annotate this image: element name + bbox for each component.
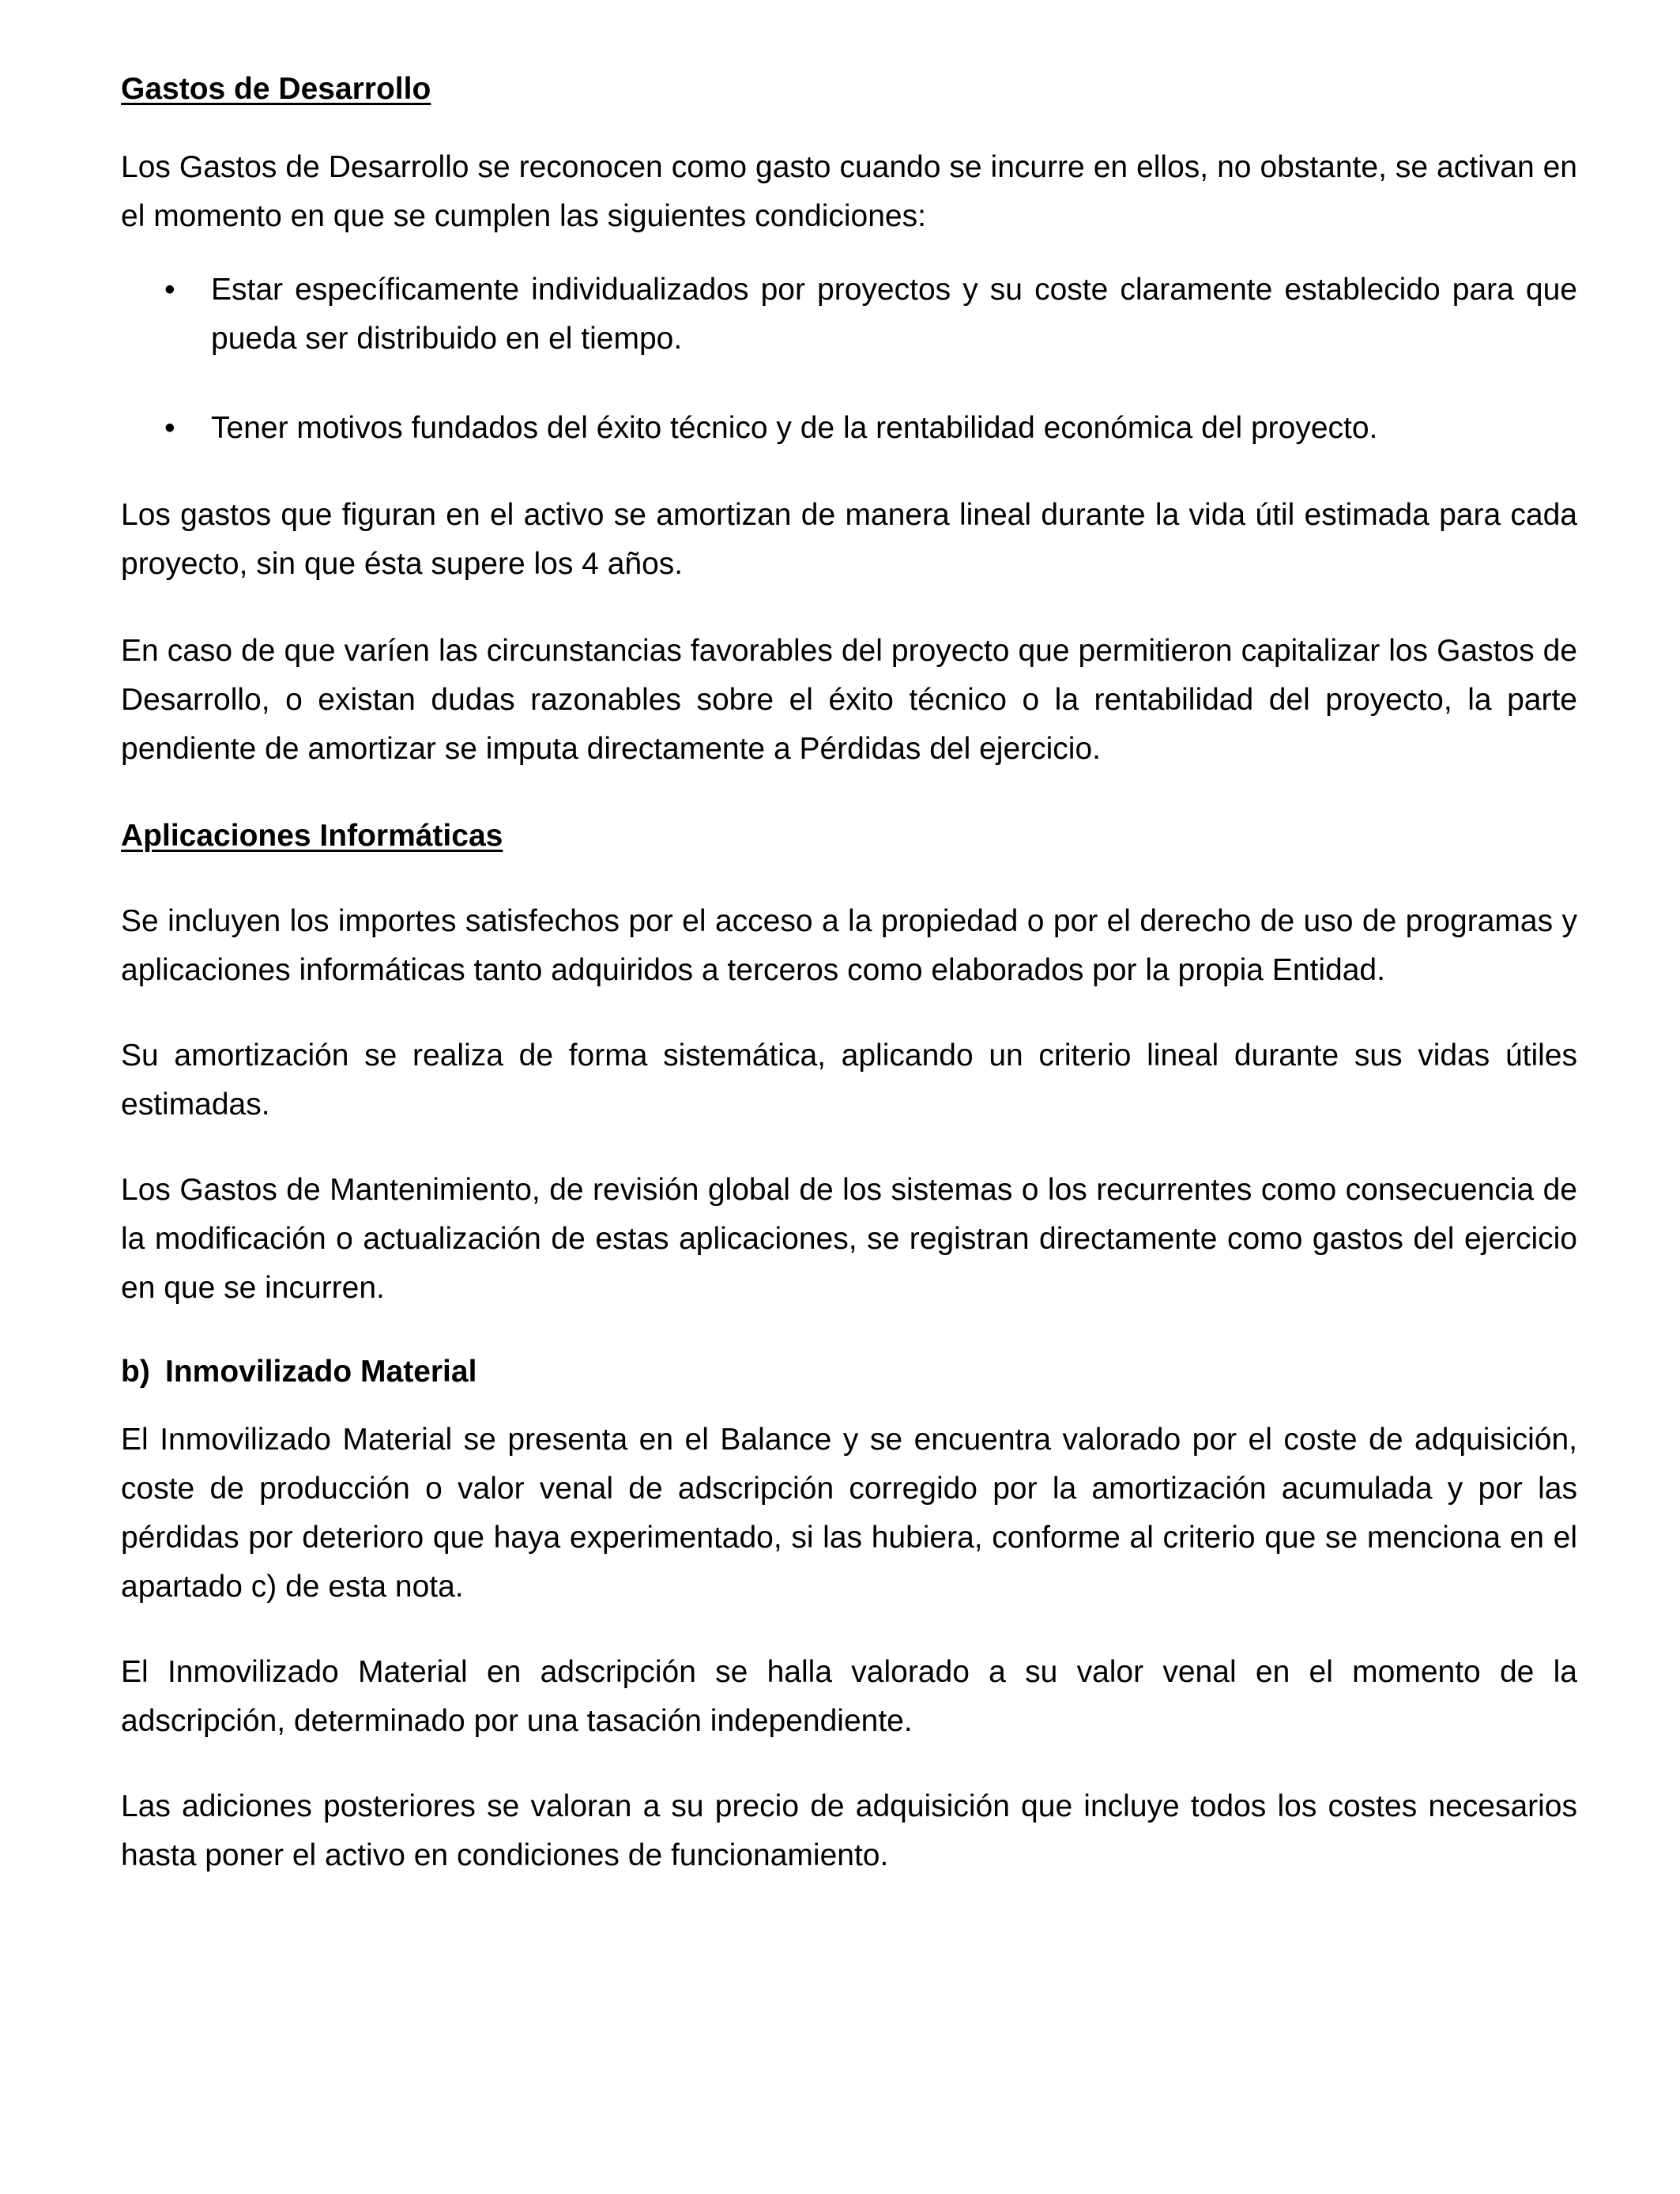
bullet-icon: • [164, 273, 175, 307]
paragraph-gastos-desarrollo-amortizacion: Los gastos que figuran en el activo se amortizan de manera lineal durante la vida útil estimada para cada proyecto, sin que ésta supere los 4 años. [121, 498, 1577, 581]
section-title: Inmovilizado Material [165, 1355, 477, 1389]
paragraph-aplicaciones-amortizacion: Su amortización se realiza de forma sistemática, aplicando un criterio lineal durante sus vidas útiles estimadas. [121, 1039, 1577, 1122]
list-item [121, 266, 1577, 364]
heading-aplicaciones-informaticas: Aplicaciones Informáticas [121, 819, 503, 853]
paragraph-gastos-desarrollo-intro: Los Gastos de Desarrollo se reconocen como gasto cuando se incurre en ellos, no obstante, se activan en el momento en que se cumplen las siguientes condiciones: [121, 150, 1577, 233]
paragraph-inmovilizado-adscripcion: El Inmovilizado Material en adscripción se halla valorado a su valor venal en el momento de la adscripción, determinado por una tasación independiente. [121, 1655, 1577, 1738]
list-item-text: Tener motivos fundados del éxito técnico y de la rentabilidad económica del proyecto. [211, 411, 1378, 445]
paragraph-gastos-desarrollo-perdidas: En caso de que varíen las circunstancias favorables del proyecto que permitieron capitalizar los Gastos de Desarrollo, o existan dudas razonables sobre el éxito técnico o la rentabilidad del proyecto, la parte pendiente de amortizar se imputa directamente a Pérdidas del ejercicio. [121, 634, 1577, 766]
paragraph-inmovilizado-valoracion: El Inmovilizado Material se presenta en el Balance y se encuentra valorado por el coste de adquisición, coste de producción o valor venal de adscripción corregido por la amortización acumulada y por las pérdidas por deterioro que haya experimentado, si las hubiera, conforme al criterio que se menciona en el apartado c) de esta nota. [121, 1423, 1577, 1604]
list-item-text: Estar específicamente individualizados por proyectos y su coste claramente establecido para que pueda ser distribuido en el tiempo. [211, 273, 1577, 356]
section-letter: b) [121, 1355, 150, 1389]
paragraph-aplicaciones-mantenimiento: Los Gastos de Mantenimiento, de revisión global de los sistemas o los recurrentes como consecuencia de la modificación o actualización de estas aplicaciones, se registran directamente como gastos del ejercicio en que se incurren. [121, 1173, 1577, 1305]
heading-inmovilizado-material [121, 1348, 1577, 1397]
list-item [121, 404, 1577, 453]
paragraph-aplicaciones-importes: Se incluyen los importes satisfechos por el acceso a la propiedad o por el derecho de uso de programas y aplicaciones informáticas tanto adquiridos a terceros como elaborados por la propia Entidad. [121, 904, 1577, 987]
heading-gastos-desarrollo: Gastos de Desarrollo [121, 72, 431, 106]
paragraph-inmovilizado-adiciones: Las adiciones posteriores se valoran a su precio de adquisición que incluye todos los costes necesarios hasta poner el activo en condiciones de funcionamiento. [121, 1789, 1577, 1872]
bullet-icon: • [164, 411, 175, 445]
conditions-list [121, 266, 1577, 453]
document-body [121, 65, 1577, 1880]
